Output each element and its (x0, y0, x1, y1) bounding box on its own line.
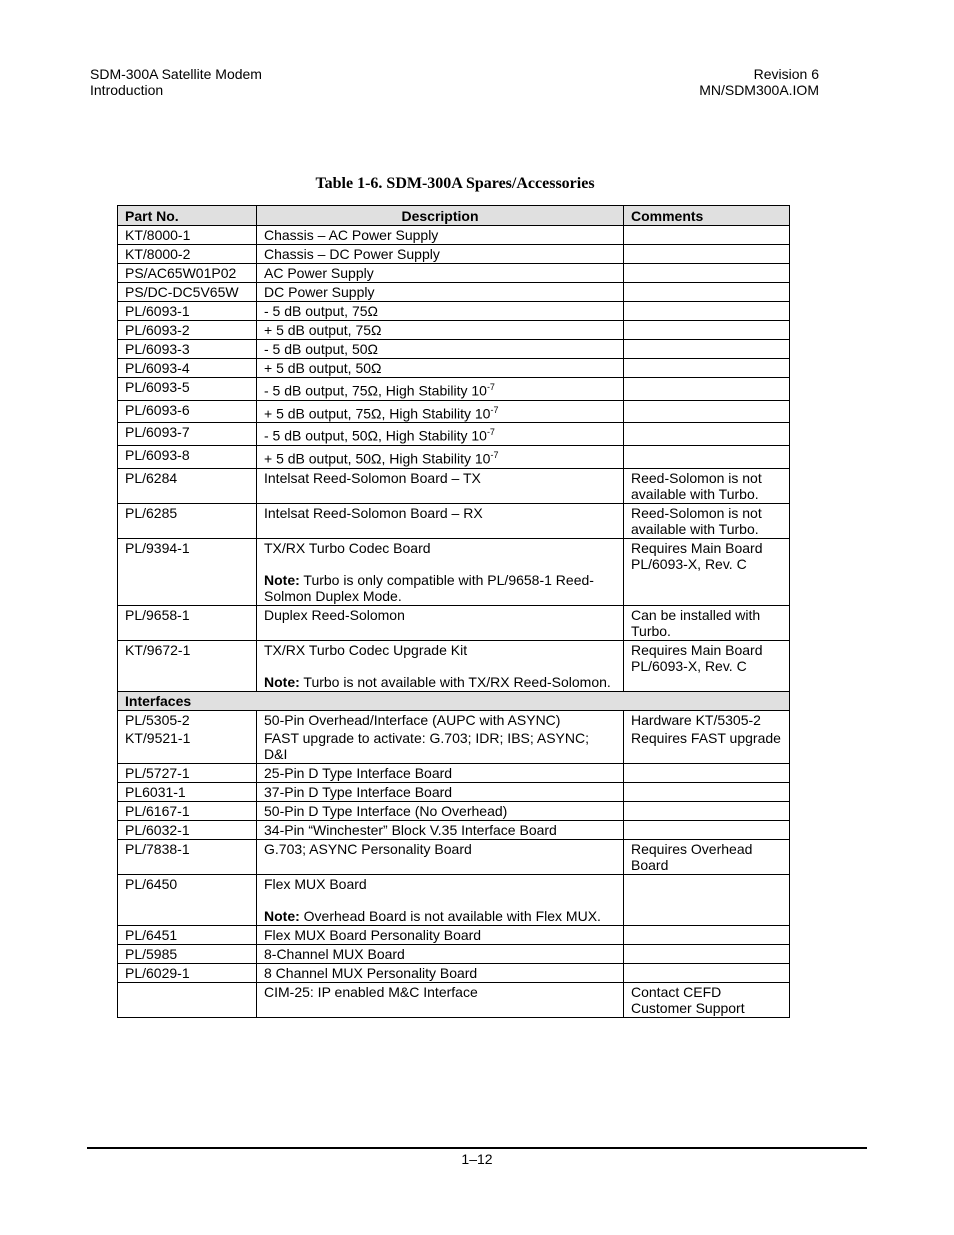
part-cell: PL/6093-7 (118, 423, 257, 446)
description-text: DC Power Supply (264, 284, 375, 300)
description-text: Chassis – AC Power Supply (264, 227, 439, 243)
description-text: 34-Pin “Winchester” Block V.35 Interface Board (264, 821, 557, 838)
description-cell (257, 226, 624, 245)
footer-rule (87, 1147, 867, 1149)
description-cell (257, 963, 624, 982)
table-row (118, 982, 790, 1017)
table-row (118, 538, 790, 605)
table-row (118, 226, 790, 245)
description-cell (257, 801, 624, 820)
description-text: - 5 dB output, 75Ω, High Stability 10 (264, 382, 487, 399)
description-text: + 5 dB output, 50Ω (264, 360, 382, 376)
description-text: Intelsat Reed-Solomon Board – TX (264, 469, 481, 486)
table-title: Table 1-6. SDM-300A Spares/Accessories (315, 175, 595, 192)
comments-cell (624, 963, 790, 982)
description-text: Chassis – DC Power Supply (264, 246, 440, 262)
section-row-interfaces (118, 691, 790, 710)
description-text: - 5 dB output, 50Ω (264, 341, 378, 357)
part-cell: PS/DC-DC5V65W (118, 283, 257, 302)
part-cell: PL/6093-3 (118, 340, 257, 359)
exponent: -7 (490, 404, 499, 415)
comments-cell (624, 944, 790, 963)
description-cell (257, 378, 624, 401)
part-number: PL/5305-2 (125, 711, 190, 728)
description-cell (257, 763, 624, 782)
comment-text: Hardware KT/5305-2 (631, 711, 761, 728)
part-number: KT/9521-1 (125, 729, 191, 746)
description-cell (257, 302, 624, 321)
comments-cell: Contact CEFD Customer Support (624, 982, 790, 1017)
description-text: G.703; ASYNC Personality Board (264, 840, 472, 857)
description-text: + 5 dB output, 75Ω, High Stability 10 (264, 405, 491, 422)
table-row (118, 640, 790, 691)
description-cell (257, 538, 624, 605)
table-row (118, 710, 790, 763)
part-cell (118, 982, 257, 1017)
comments-cell (624, 925, 790, 944)
part-cell: KT/8000-1 (118, 226, 257, 245)
note (264, 908, 616, 924)
table-row (118, 874, 790, 925)
note (264, 674, 616, 690)
description-text: 8-Channel MUX Board (264, 945, 405, 962)
description-cell (257, 640, 624, 691)
table-row (118, 763, 790, 782)
description-text: 50-Pin Overhead/Interface (AUPC with ASYNC) (264, 711, 561, 728)
column-header-description: Description (257, 206, 624, 226)
comments-cell (624, 264, 790, 283)
part-cell: PL/5727-1 (118, 763, 257, 782)
description-text: TX/RX Turbo Codec Upgrade Kit (264, 641, 468, 658)
table-row (118, 445, 790, 468)
comments-cell (624, 226, 790, 245)
part-cell: PL/9658-1 (118, 605, 257, 640)
description-text: Flex MUX Board Personality Board (264, 926, 482, 943)
part-cell: PL/6032-1 (118, 820, 257, 839)
comments-cell (624, 245, 790, 264)
part-cell: PL/6450 (118, 874, 257, 925)
comments-cell (624, 820, 790, 839)
description-cell (257, 321, 624, 340)
note-text: Turbo is not available with TX/RX Reed-Solomon. (299, 673, 611, 690)
part-cell: PL/5985 (118, 944, 257, 963)
description-cell (257, 400, 624, 423)
revision: Revision 6 (753, 66, 819, 82)
description-cell (257, 944, 624, 963)
part-cell: PL/6451 (118, 925, 257, 944)
description-text: Duplex Reed-Solomon (264, 606, 405, 623)
comments-cell (624, 423, 790, 446)
part-cell: PL/6093-2 (118, 321, 257, 340)
part-cell: PL/6285 (118, 503, 257, 538)
part-cell: PL/7838-1 (118, 839, 257, 874)
comments-cell (624, 378, 790, 401)
page-number: 1–12 (461, 1151, 493, 1167)
description-text: AC Power Supply (264, 265, 374, 281)
column-header-part: Part No. (118, 206, 257, 226)
description-cell (257, 264, 624, 283)
description-text: 25-Pin D Type Interface Board (264, 764, 453, 781)
interfaces-body (118, 763, 790, 1017)
document-number: MN/SDM300A.IOM (699, 82, 819, 98)
comments-cell (624, 801, 790, 820)
header-right (699, 66, 819, 98)
header-left (90, 66, 262, 98)
comments-cell (624, 340, 790, 359)
description-cell (257, 782, 624, 801)
table-row (118, 782, 790, 801)
note (264, 572, 616, 604)
comments-cell (624, 763, 790, 782)
part-cell: PL/6093-1 (118, 302, 257, 321)
table-row (118, 839, 790, 874)
comments-cell (624, 400, 790, 423)
description-cell (257, 605, 624, 640)
note-label: Note: (264, 571, 300, 588)
description-cell (257, 340, 624, 359)
description-cell (257, 245, 624, 264)
comments-cell (624, 874, 790, 925)
description-cell (257, 925, 624, 944)
part-cell: KT/9672-1 (118, 640, 257, 691)
section-label: Interfaces (118, 691, 790, 710)
comments-cell (624, 359, 790, 378)
note-text: Overhead Board is not available with Flex MUX. (299, 907, 601, 924)
chapter-name: Introduction (90, 82, 164, 98)
part-cell: PL/6093-8 (118, 445, 257, 468)
description-text: FAST upgrade to activate: G.703; IDR; IBS; ASYNC; D&I (264, 729, 590, 762)
part-cell: PL/6167-1 (118, 801, 257, 820)
comments-cell: Requires Main Board PL/6093-X, Rev. C (624, 640, 790, 691)
note-label: Note: (264, 673, 300, 690)
description-cell (257, 820, 624, 839)
spares-table (117, 205, 790, 1018)
comments-cell: Requires Overhead Board (624, 839, 790, 874)
manual-title: SDM-300A Satellite Modem (90, 66, 262, 82)
part-cell: PS/AC65W01P02 (118, 264, 257, 283)
note-label: Note: (264, 907, 300, 924)
comments-cell: Can be installed with Turbo. (624, 605, 790, 640)
table-row (118, 605, 790, 640)
comments-cell: Reed-Solomon is not available with Turbo. (624, 503, 790, 538)
part-cell: PL6031-1 (118, 782, 257, 801)
comment-text: Requires FAST upgrade (631, 729, 781, 746)
table-row (118, 468, 790, 503)
description-text: TX/RX Turbo Codec Board (264, 539, 431, 556)
description-text: - 5 dB output, 75Ω (264, 303, 378, 319)
part-cell: PL/6093-6 (118, 400, 257, 423)
note-text: Turbo is only compatible with PL/9658-1 Reed-Solmon Duplex Mode. (264, 571, 594, 604)
comments-cell: Reed-Solomon is not available with Turbo. (624, 468, 790, 503)
exponent: -7 (490, 449, 499, 460)
comments-cell (624, 445, 790, 468)
description-text: CIM-25: IP enabled M&C Interface (264, 983, 478, 1000)
part-cell (118, 710, 257, 763)
description-cell (257, 359, 624, 378)
description-cell (257, 874, 624, 925)
exponent: -7 (486, 382, 495, 392)
comments-cell: Requires Main Board PL/6093-X, Rev. C (624, 538, 790, 605)
description-text: 37-Pin D Type Interface Board (264, 783, 453, 800)
part-cell: PL/6284 (118, 468, 257, 503)
part-cell: PL/9394-1 (118, 538, 257, 605)
spares-body (118, 226, 790, 692)
part-cell: PL/6093-4 (118, 359, 257, 378)
description-text: - 5 dB output, 50Ω, High Stability 10 (264, 427, 487, 444)
description-cell (257, 468, 624, 503)
description-text: 8 Channel MUX Personality Board (264, 964, 478, 981)
table-header-row (118, 206, 790, 226)
table-row (118, 801, 790, 820)
part-cell: PL/6029-1 (118, 963, 257, 982)
description-cell (257, 710, 624, 763)
table-row (118, 944, 790, 963)
comments-cell (624, 782, 790, 801)
comments-cell (624, 321, 790, 340)
part-cell: KT/8000-2 (118, 245, 257, 264)
table-row (118, 359, 790, 378)
part-cell: PL/6093-5 (118, 378, 257, 401)
table-row (118, 302, 790, 321)
exponent: -7 (486, 427, 495, 438)
comments-cell (624, 283, 790, 302)
table-row (118, 245, 790, 264)
column-header-comments: Comments (624, 206, 790, 226)
description-text: Intelsat Reed-Solomon Board – RX (264, 504, 483, 521)
table-row (118, 820, 790, 839)
table-row (118, 340, 790, 359)
description-cell (257, 839, 624, 874)
comments-cell (624, 710, 790, 763)
description-cell (257, 283, 624, 302)
table-row (118, 503, 790, 538)
table-row (118, 378, 790, 401)
description-text: Flex MUX Board (264, 875, 367, 892)
description-cell (257, 445, 624, 468)
table-row (118, 963, 790, 982)
description-text: 50-Pin D Type Interface (No Overhead) (264, 802, 508, 819)
description-cell (257, 423, 624, 446)
description-text: + 5 dB output, 50Ω, High Stability 10 (264, 450, 491, 467)
table-row (118, 423, 790, 446)
description-cell (257, 982, 624, 1017)
comments-cell (624, 302, 790, 321)
table-row (118, 925, 790, 944)
description-text: + 5 dB output, 75Ω (264, 322, 382, 338)
table-row (118, 283, 790, 302)
interfaces-section (118, 691, 790, 763)
table-row (118, 400, 790, 423)
description-cell (257, 503, 624, 538)
table-row (118, 264, 790, 283)
table-row (118, 321, 790, 340)
